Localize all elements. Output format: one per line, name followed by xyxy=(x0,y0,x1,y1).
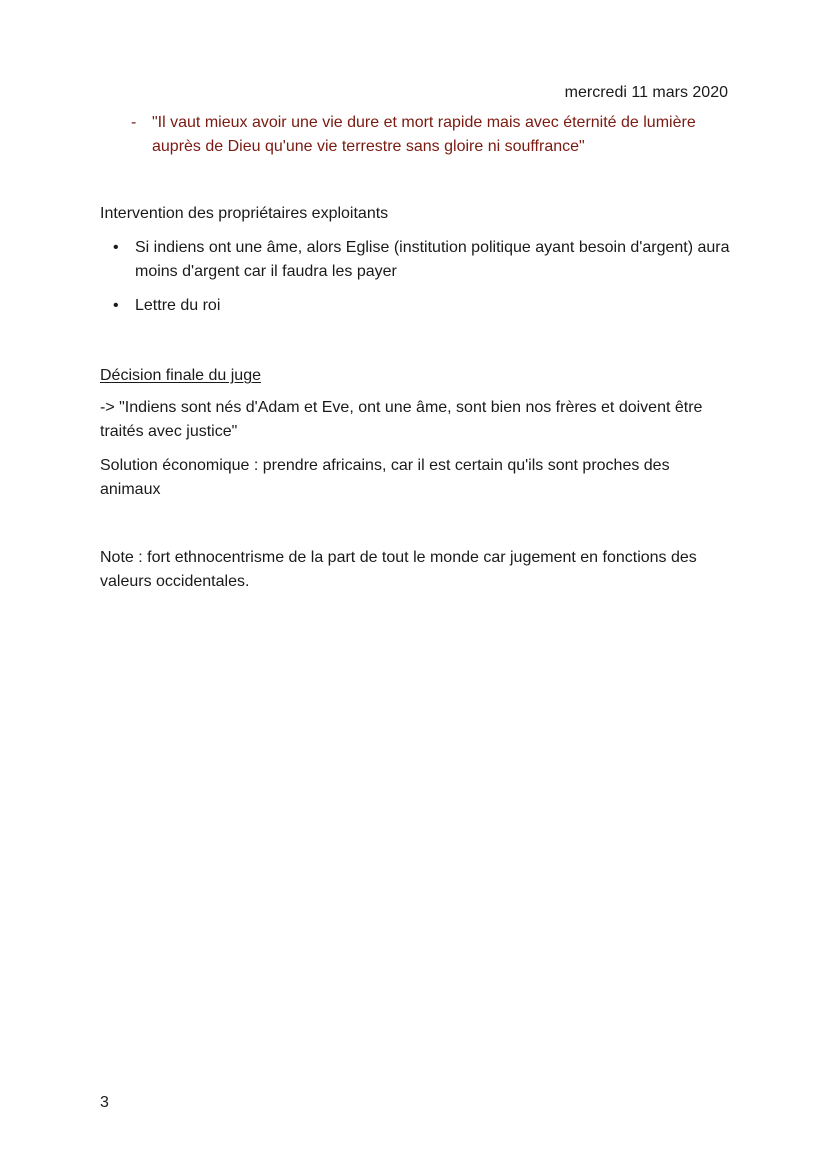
bullet-icon: • xyxy=(113,297,119,314)
quote-list-item xyxy=(131,111,741,159)
quote-text: "Il vaut mieux avoir une vie dure et mort rapide mais avec éternité de lumière auprès de Dieu qu'une vie terrestre sans gloire ni souffrance" xyxy=(152,114,696,155)
intervention-list xyxy=(113,236,733,328)
list-item-text: Lettre du roi xyxy=(135,297,221,314)
document-date: mercredi 11 mars 2020 xyxy=(564,84,728,101)
note-paragraph: Note : fort ethnocentrisme de la part de tout le monde car jugement en fonctions des valeurs occidentales. xyxy=(100,549,697,590)
intervention-heading: Intervention des propriétaires exploitants xyxy=(100,205,389,222)
economic-solution: Solution économique : prendre africains, car il est certain qu'ils sont proches des animaux xyxy=(100,457,670,498)
decision-statement: -> "Indiens sont nés d'Adam et Eve, ont une âme, sont bien nos frères et doivent être traités avec justice" xyxy=(100,399,703,440)
list-item-text: Si indiens ont une âme, alors Eglise (institution politique ayant besoin d'argent) aura moins d'argent car il faudra les payer xyxy=(135,239,730,280)
decision-heading: Décision finale du juge xyxy=(100,367,261,384)
list-item xyxy=(113,294,733,318)
dash-bullet: - xyxy=(131,114,137,131)
bullet-icon: • xyxy=(113,239,119,256)
page-number: 3 xyxy=(100,1094,109,1111)
list-item xyxy=(113,236,733,284)
